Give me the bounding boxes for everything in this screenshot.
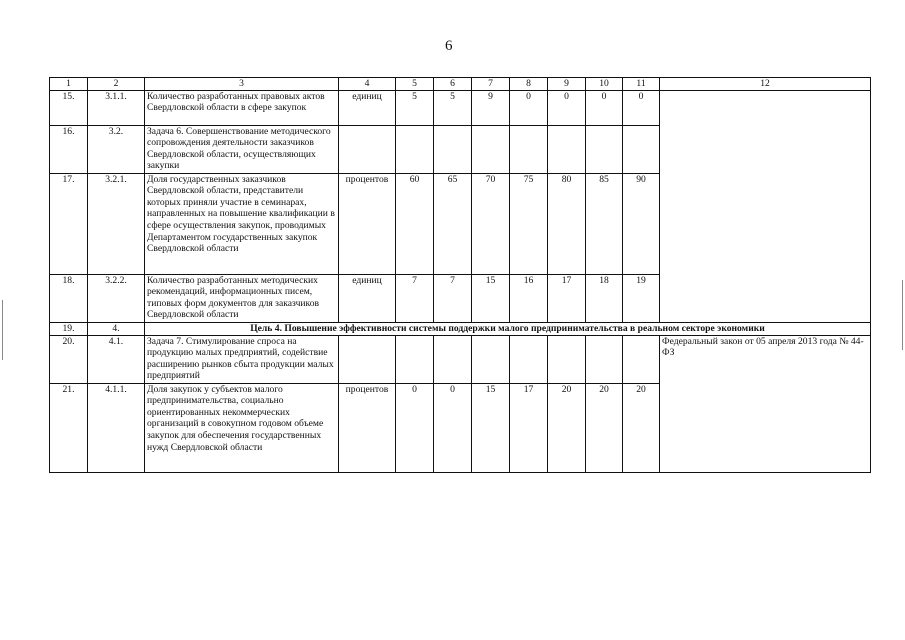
row-value: 7	[396, 274, 434, 322]
row-code: 3.1.1.	[88, 90, 145, 125]
row-code: 4.	[88, 322, 145, 335]
row-value: 15	[472, 383, 510, 472]
row-code: 3.2.	[88, 125, 145, 173]
row-value: 15	[472, 274, 510, 322]
table-row	[50, 335, 871, 383]
row-value: 5	[434, 90, 472, 125]
row-text: Задача 6. Совершенствование методического сопровождения деятельности заказчиков Свердловской области, осуществляющих закупки	[145, 125, 339, 173]
row-value	[396, 335, 434, 383]
row-text: Задача 7. Стимулирование спроса на продукцию малых предприятий, содействие расширению рынков сбыта продукции малых предприятий	[145, 335, 339, 383]
row-value: 20	[548, 383, 586, 472]
row-value	[586, 125, 623, 173]
row-value: 0	[396, 383, 434, 472]
row-value: 0	[586, 90, 623, 125]
row-unit: единиц	[339, 274, 396, 322]
row-text: Доля государственных заказчиков Свердловской области, представители которых приняли участие в семинарах, направленных на повышение квалификации в сфере осуществления закупок, проводимых Департаментом государственных закупок Свердловской области	[145, 173, 339, 274]
row-unit: процентов	[339, 173, 396, 274]
indicators-table	[49, 77, 871, 473]
notes-cell-lower: Федеральный закон от 05 апреля 2013 года № 44-ФЗ	[660, 335, 871, 472]
scan-edge-mark	[902, 280, 903, 350]
row-code: 3.2.2.	[88, 274, 145, 322]
scan-edge-mark	[2, 300, 3, 360]
row-text: Количество разработанных методических рекомендаций, информационных писем, типовых форм документов для заказчиков Свердловской области	[145, 274, 339, 322]
page-number: 6	[445, 38, 453, 54]
header-cell: 2	[88, 78, 145, 91]
row-unit: процентов	[339, 383, 396, 472]
row-unit: единиц	[339, 90, 396, 125]
row-value: 60	[396, 173, 434, 274]
row-value	[434, 125, 472, 173]
row-value	[586, 335, 623, 383]
row-number: 19.	[50, 322, 88, 335]
goal-text: Цель 4. Повышение эффективности системы поддержки малого предпринимательства в реальном секторе экономики	[145, 322, 871, 335]
row-value: 17	[510, 383, 548, 472]
row-value	[548, 335, 586, 383]
header-cell: 8	[510, 78, 548, 91]
row-value: 75	[510, 173, 548, 274]
goal-row	[50, 322, 871, 335]
row-value	[623, 125, 660, 173]
row-text: Доля закупок у субъектов малого предпринимательства, социально ориентированных некоммерческих организаций в совокупном годовом объеме закупок для обеспечения государственных нужд Свердловской области	[145, 383, 339, 472]
row-value	[510, 335, 548, 383]
header-cell: 5	[396, 78, 434, 91]
header-cell: 1	[50, 78, 88, 91]
row-value: 85	[586, 173, 623, 274]
row-unit	[339, 335, 396, 383]
header-cell: 6	[434, 78, 472, 91]
row-value: 18	[586, 274, 623, 322]
row-code: 4.1.1.	[88, 383, 145, 472]
row-value	[472, 125, 510, 173]
row-value: 5	[396, 90, 434, 125]
row-value: 9	[472, 90, 510, 125]
header-cell: 10	[586, 78, 623, 91]
row-value: 0	[548, 90, 586, 125]
row-value: 0	[510, 90, 548, 125]
header-cell: 11	[623, 78, 660, 91]
header-cell: 4	[339, 78, 396, 91]
row-value	[396, 125, 434, 173]
row-number: 17.	[50, 173, 88, 274]
row-number: 20.	[50, 335, 88, 383]
notes-cell-upper	[660, 90, 871, 322]
row-code: 4.1.	[88, 335, 145, 383]
row-value: 17	[548, 274, 586, 322]
header-cell: 3	[145, 78, 339, 91]
row-value	[510, 125, 548, 173]
row-value	[548, 125, 586, 173]
row-value	[472, 335, 510, 383]
row-value: 20	[586, 383, 623, 472]
row-value: 20	[623, 383, 660, 472]
row-value: 19	[623, 274, 660, 322]
row-value: 0	[434, 383, 472, 472]
row-value: 7	[434, 274, 472, 322]
row-value	[434, 335, 472, 383]
row-number: 15.	[50, 90, 88, 125]
header-cell: 7	[472, 78, 510, 91]
table-row	[50, 90, 871, 125]
row-value: 65	[434, 173, 472, 274]
row-value: 16	[510, 274, 548, 322]
header-cell: 9	[548, 78, 586, 91]
header-cell: 12	[660, 78, 871, 91]
row-value: 0	[623, 90, 660, 125]
row-number: 18.	[50, 274, 88, 322]
row-code: 3.2.1.	[88, 173, 145, 274]
row-number: 21.	[50, 383, 88, 472]
row-value: 70	[472, 173, 510, 274]
row-text: Количество разработанных правовых актов Свердловской области в сфере закупок	[145, 90, 339, 125]
row-value: 80	[548, 173, 586, 274]
row-number: 16.	[50, 125, 88, 173]
row-value: 90	[623, 173, 660, 274]
header-row	[50, 78, 871, 91]
row-unit	[339, 125, 396, 173]
row-value	[623, 335, 660, 383]
